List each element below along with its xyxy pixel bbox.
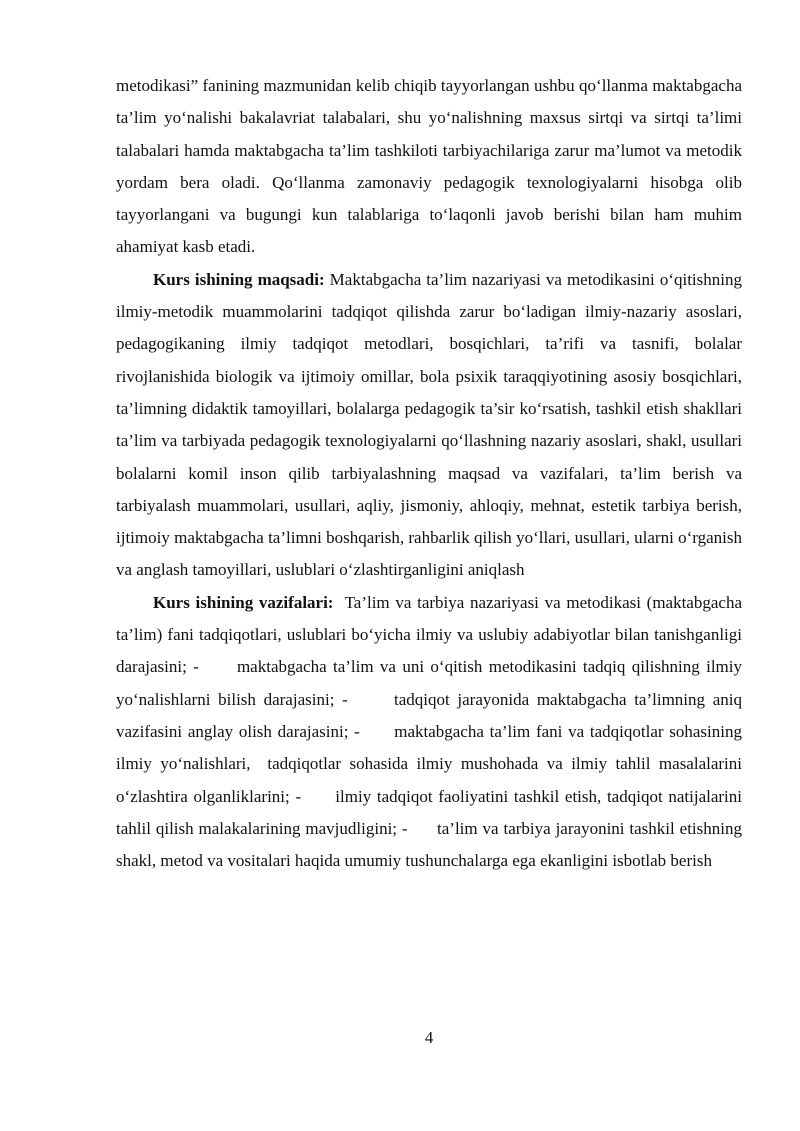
page-body — [116, 70, 747, 877]
course-tasks-heading: Kurs ishining vazifalari: — [153, 592, 334, 612]
paragraph-course-tasks — [116, 587, 747, 878]
paragraph-intro — [116, 70, 742, 264]
course-goal-text: Maktabgacha ta’lim nazariyasi va metodikasini o‘qitishning ilmiy-metodik muammolarini tadqiqot qilishda zarur bo‘ladigan ilmiy-nazariy asoslari, pedagogikaning ilmiy tadqiqot metodlari, bosqichlari, ta’rifi va tasnifi, bolalar rivojlanishida biologik va ijtimoiy omillar, bola psixik taraqqiyotining asosiy bosqichlari, ta’limning didaktik tamoyillari, bolalarga pedagogik ta’sir ko‘rsatish, tashkil etish shakllari ta’lim va tarbiyada pedagogik texnologiyalarni qo‘llashning nazariy asoslari, shakl, usullari bolalarni komil inson qilib tarbiyalashning maqsad va vazifalari, ta’lim berish va tarbiyalash muammolari, usullari, aqliy, jismoniy, ahloqiy, mehnat, estetik tarbiya berish, ijtimoiy maktabgacha ta’limni boshqarish, rahbarlik qilish yo‘llari, usullari, ularni o‘rganish va anglash tamoyillari, uslublari o‘zlashtirganligini aniqlash — [116, 269, 742, 580]
course-tasks-text: Ta’lim va tarbiya nazariyasi va metodikasi (maktabgacha ta’lim) fani tadqiqotlari, uslublari bo‘yicha ilmiy va uslubiy adabiyotlar bilan tanishganligi darajasini; - maktabgacha ta’lim va uni o‘qitish metodikasini tadqiq qilishning ilmiy yo‘nalishlarni bilish darajasini; - tadqiqot jarayonida maktabgacha ta’limning aniq vazifasini anglay olish darajasini; - maktabgacha ta’lim fani va tadqiqotlar sohasining ilmiy yo‘nalishlari, tadqiqotlar sohasida ilmiy mushohada va ilmiy tahlil masalalarini o‘zlashtira olganliklarini; - ilmiy tadqiqot faoliyatini tashkil etish, tadqiqot natijalarini tahlil qilish malakalarining mavjudligini; - ta’lim va tarbiya jarayonini tashkil etishning shakl, metod va vositalari haqida umumiy tushunchalarga ega ekanligini isbotlab berish — [116, 592, 747, 871]
page-number: 4 — [424, 1028, 434, 1047]
paragraph-course-goal — [116, 264, 742, 587]
paragraph-intro-text: metodikasi” fanining mazmunidan kelib chiqib tayyorlangan ushbu qo‘llanma maktabgacha ta’lim yo‘nalishi bakalavriat talabalari, shu yo‘nalishning maxsus sirtqi va sirtqi ta’limi talabalari hamda maktabgacha ta’lim tashkiloti tarbiyachilariga zarur ma’lumot va metodik yordam bera oladi. Qo‘llanma zamonaviy pedagogik texnologiyalarni hisobga olib tayyorlangani va bugungi kun talablariga to‘laqonli javob berishi bilan ham muhim ahamiyat kasb etadi. — [116, 76, 742, 257]
course-goal-heading: Kurs ishining maqsadi: — [153, 269, 325, 289]
